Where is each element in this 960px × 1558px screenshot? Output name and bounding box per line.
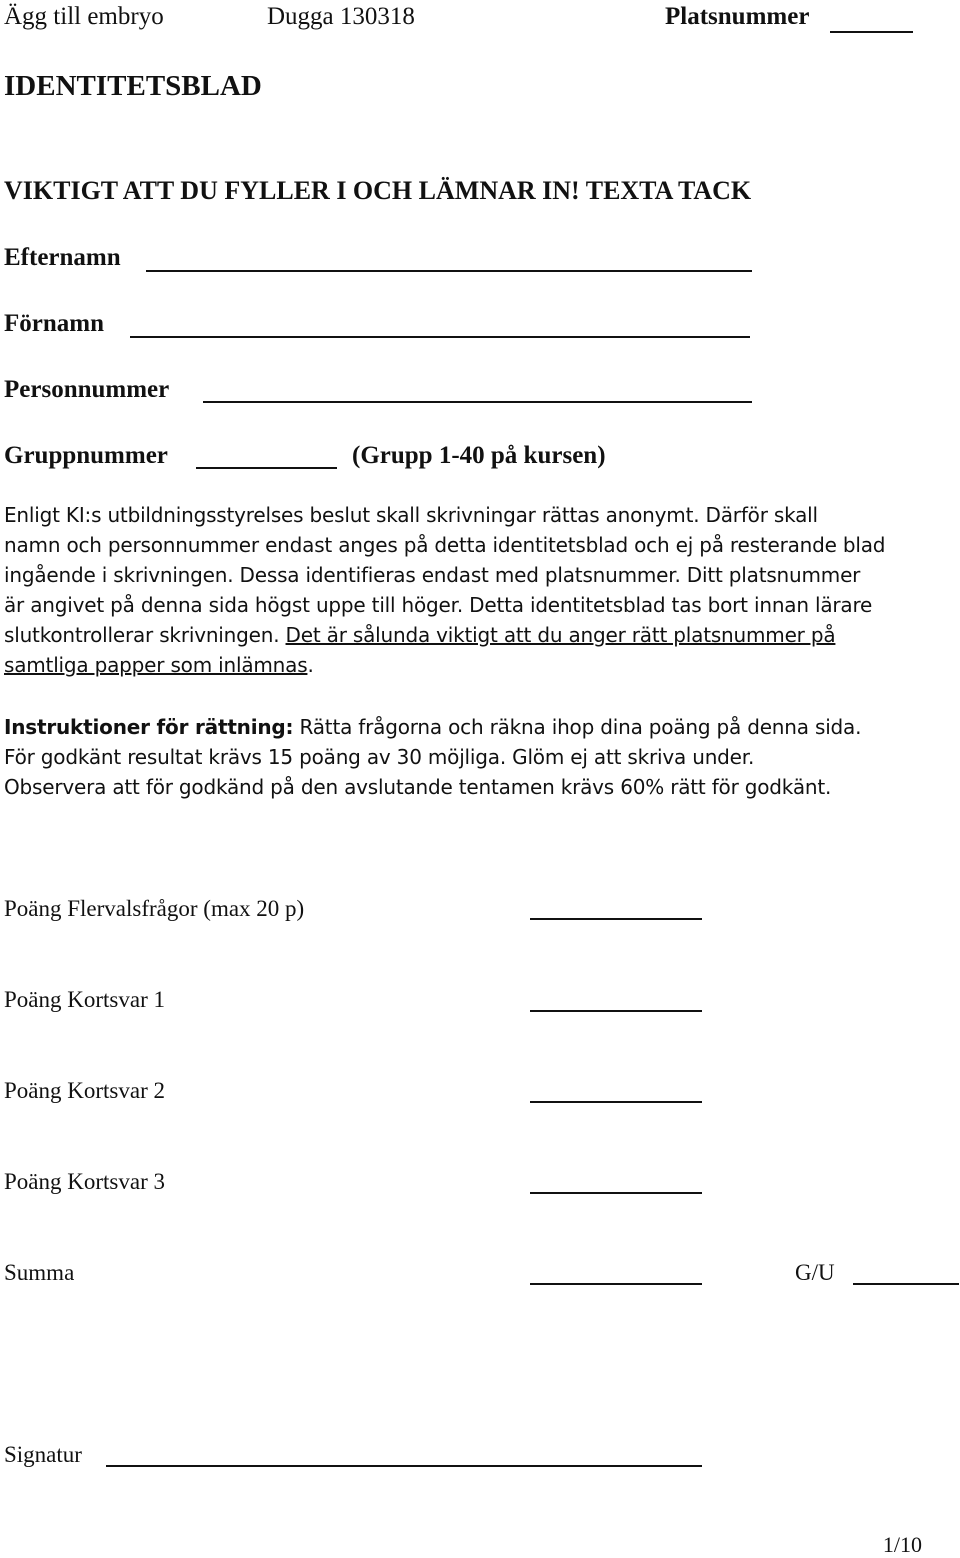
warning-heading: VIKTIGT ATT DU FYLLER I OCH LÄMNAR IN! TEXTA TACK <box>4 176 752 205</box>
score-short1-line[interactable] <box>530 1010 702 1012</box>
surname-line[interactable] <box>146 270 752 272</box>
instructions-label: Instruktioner för rättning: <box>4 715 294 739</box>
personal-number-label: Personnummer <box>4 376 170 403</box>
group-hint: (Grupp 1-40 på kursen) <box>352 442 606 469</box>
group-number-line[interactable] <box>196 467 337 469</box>
score-multiple-choice-line[interactable] <box>530 918 702 920</box>
signature-label: Signatur <box>4 1442 82 1467</box>
score-short1-label: Poäng Kortsvar 1 <box>4 987 165 1012</box>
firstname-line[interactable] <box>130 336 750 338</box>
group-number-label: Gruppnummer <box>4 442 168 469</box>
score-short3-label: Poäng Kortsvar 3 <box>4 1169 165 1194</box>
firstname-label: Förnamn <box>4 310 104 337</box>
info-line: är angivet på denna sida högst uppe till höger. Detta identitetsblad tas bort innan lärare <box>4 593 873 617</box>
signature-line[interactable] <box>106 1465 702 1467</box>
instructions-line: Observera att för godkänd på den avslutande tentamen krävs 60% rätt för godkänt. <box>4 775 832 799</box>
exam-date: Dugga 130318 <box>267 3 415 30</box>
sum-label: Summa <box>4 1260 75 1285</box>
course-name: Ägg till embryo <box>4 3 164 30</box>
info-line: namn och personnummer endast anges på detta identitetsblad och ej på resterande blad <box>4 533 886 557</box>
page-number: 1/10 <box>882 1532 922 1557</box>
info-line: ingående i skrivningen. Dessa identifieras endast med platsnummer. Ditt platsnummer <box>4 563 861 587</box>
underlined-warning-2: samtliga papper som inlämnas <box>4 653 308 677</box>
score-short3-line[interactable] <box>530 1192 702 1194</box>
score-short2-label: Poäng Kortsvar 2 <box>4 1078 165 1103</box>
personal-number-line[interactable] <box>203 401 752 403</box>
grade-line[interactable] <box>853 1283 959 1285</box>
instructions-line: För godkänt resultat krävs 15 poäng av 30 möjliga. Glöm ej att skriva under. <box>4 745 755 769</box>
instructions-text: Rätta frågorna och räkna ihop dina poäng på denna sida. <box>293 715 862 739</box>
info-line <box>4 620 924 650</box>
info-line-text: slutkontrollerar skrivningen. <box>4 623 286 647</box>
info-line <box>4 650 924 680</box>
sum-line[interactable] <box>530 1283 702 1285</box>
instructions-line <box>4 712 924 742</box>
info-line: Enligt KI:s utbildningsstyrelses beslut skall skrivningar rättas anonymt. Därför skall <box>4 503 818 527</box>
page-title: IDENTITETSBLAD <box>4 70 262 102</box>
seat-number-label: Platsnummer <box>665 3 810 30</box>
seat-number-line[interactable] <box>830 31 913 33</box>
surname-label: Efternamn <box>4 244 121 271</box>
score-short2-line[interactable] <box>530 1101 702 1103</box>
underlined-warning-1: Det är sålunda viktigt att du anger rätt platsnummer på <box>285 623 836 647</box>
info-paragraph <box>4 500 924 680</box>
grade-label: G/U <box>795 1260 835 1285</box>
instructions-block <box>4 712 924 802</box>
score-multiple-choice-label: Poäng Flervalsfrågor (max 20 p) <box>4 896 305 921</box>
info-end: . <box>307 653 314 677</box>
